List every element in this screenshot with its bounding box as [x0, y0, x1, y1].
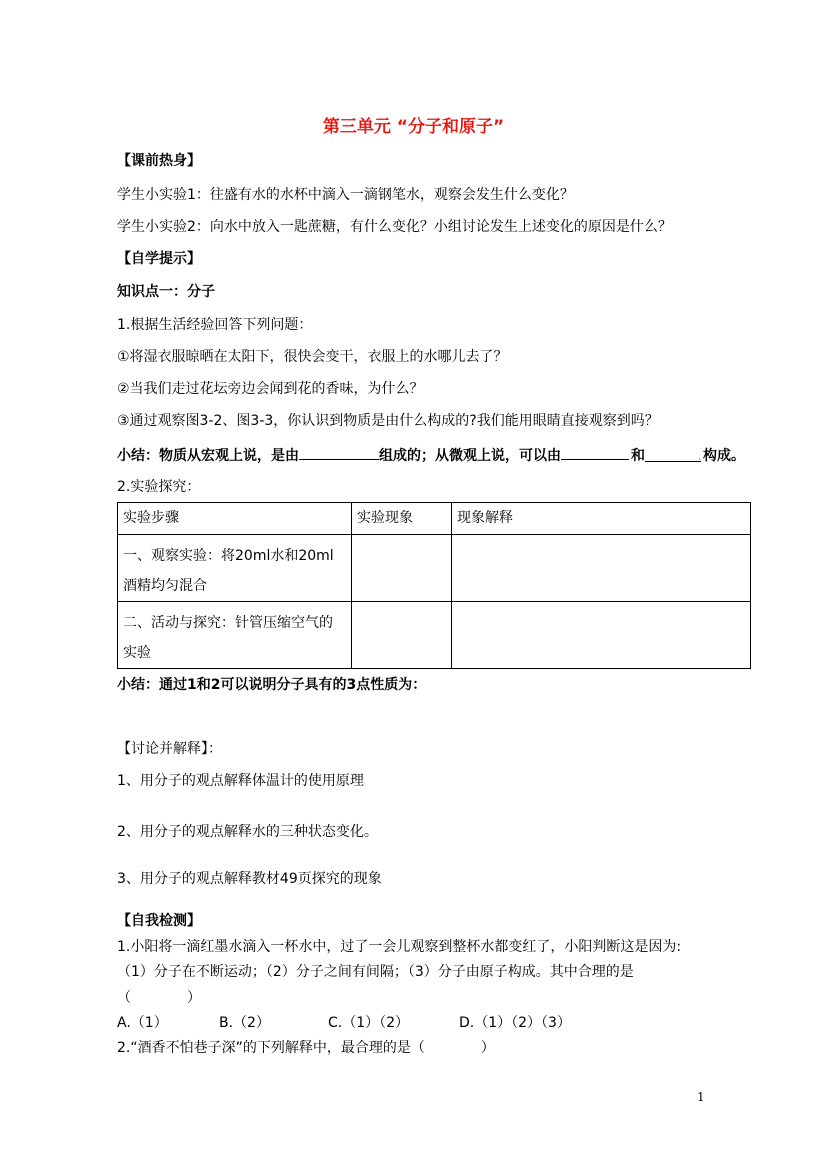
pre-class-item-1: 学生小实验1：往盛有水的水杯中滴入一滴钢笔水，观察会发生什么变化？ [117, 187, 574, 203]
section-self-study: 【自学提示】 [117, 251, 201, 267]
fill-blank[interactable]: . [645, 447, 701, 462]
table-cell-step: 一、观察实验：将20ml水和20ml酒精均匀混合 [118, 535, 352, 602]
pre-class-item-2: 学生小实验2：向水中放入一匙蔗糖，有什么变化？小组讨论发生上述变化的原因是什么？ [117, 219, 672, 235]
discuss-item-2: 2、用分子的观点解释水的三种状态变化。 [117, 824, 378, 840]
option-b[interactable]: B.（2） [219, 1015, 270, 1031]
table-header: 现象解释 [452, 503, 751, 535]
option-a[interactable]: A.（1） [117, 1015, 168, 1031]
experiment-table [117, 502, 751, 669]
summary-1-part3: 和 [631, 448, 645, 464]
fill-blank[interactable] [561, 445, 629, 460]
summary-1-part2: 组成的；从微观上说，可以由 [379, 448, 561, 464]
q1-heading: 1.根据生活经验回答下列问题： [117, 317, 313, 333]
table-row [118, 535, 751, 602]
table-cell-phenomenon[interactable] [352, 535, 452, 602]
summary-1-part1: 小结：物质从宏观上说，是由 [117, 448, 299, 464]
table-cell-phenomenon[interactable] [352, 602, 452, 669]
table-header: 实验现象 [352, 503, 452, 535]
table-header-row [118, 503, 751, 535]
section-pre-class: 【课前热身】 [117, 153, 201, 169]
discuss-item-3: 3、用分子的观点解释教材49页探究的现象 [117, 871, 382, 887]
q1-item-1: ①将湿衣服晾晒在太阳下，很快会变干，衣服上的水哪儿去了？ [117, 349, 508, 365]
check-q1-answer-blank[interactable]: （ ） [117, 990, 201, 1006]
table-cell-explanation[interactable] [452, 602, 751, 669]
option-c[interactable]: C.（1）（2） [328, 1015, 410, 1031]
table-row [118, 602, 751, 669]
q2-heading: 2.实验探究： [117, 479, 201, 495]
table-cell-explanation[interactable] [452, 535, 751, 602]
q1-item-2: ②当我们走过花坛旁边会闻到花的香味，为什么？ [117, 381, 424, 397]
check-q2: 2.“酒香不怕巷子深”的下列解释中，最合理的是（ ） [117, 1040, 495, 1056]
q1-item-3: ③通过观察图3-2、图3-3，你认识到物质是由什么构成的?我们能用眼睛直接观察到吗？ [117, 413, 659, 429]
page-title: 第三单元 “分子和原子” [322, 117, 505, 137]
summary-1-part4: 构成。 [703, 448, 745, 464]
summary-2: 小结：通过1和2可以说明分子具有的3点性质为： [117, 677, 427, 693]
discuss-item-1: 1、用分子的观点解释体温计的使用原理 [117, 773, 364, 789]
fill-blank[interactable] [299, 445, 379, 460]
page-number: 1 [697, 1090, 705, 1104]
check-q1-reasons: （1）分子在不断运动；（2）分子之间有间隔；（3）分子由原子构成。其中合理的是 [117, 964, 634, 980]
check-q1: 1.小阳将一滴红墨水滴入一杯水中，过了一会儿观察到整杯水都变红了，小阳判断这是因为: [117, 939, 682, 955]
section-discuss: 【讨论并解释】： [117, 741, 222, 757]
option-d[interactable]: D.（1）（2）（3） [459, 1015, 571, 1031]
knowledge-point: 知识点一：分子 [117, 284, 215, 300]
table-header: 实验步骤 [118, 503, 352, 535]
summary-1 [117, 445, 745, 465]
table-cell-step: 二、活动与探究：针管压缩空气的实验 [118, 602, 352, 669]
section-self-check: 【自我检测】 [117, 913, 201, 929]
